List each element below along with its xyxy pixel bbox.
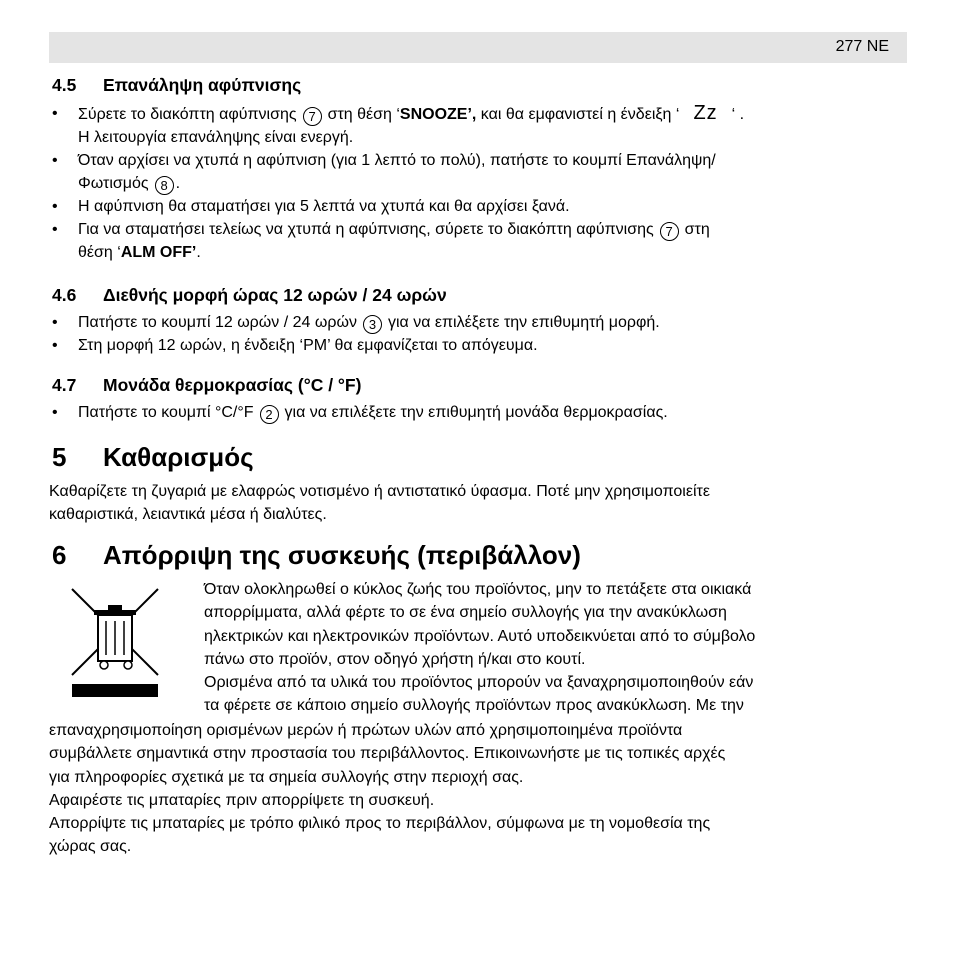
bullet-dot: • xyxy=(52,221,58,238)
list-item xyxy=(52,334,892,357)
ref-number-7: 7 xyxy=(660,222,679,241)
text: Πατήστε το κουμπί °C/°F xyxy=(78,404,254,421)
bullet-dot: • xyxy=(52,152,58,169)
list-item xyxy=(52,218,892,264)
crossed-bin-icon xyxy=(68,585,162,699)
text: Φωτισμός xyxy=(78,175,149,192)
bullet-dot: • xyxy=(52,314,58,331)
text: Όταν ολοκληρωθεί ο κύκλος ζωής του προϊόντος, μην το πετάξετε στα οικιακά xyxy=(204,581,752,598)
list-4-7 xyxy=(52,401,892,424)
bullet-dot: • xyxy=(52,404,58,421)
text: Σύρετε το διακόπτη αφύπνισης xyxy=(78,106,297,123)
text: για πληροφορίες σχετικά με τα σημεία συλλογής στην περιοχή σας. xyxy=(49,768,524,786)
text: συμβάλλετε σημαντικά στην προστασία του περιβάλλοντος. Επικοινωνήστε με τις τοπικές αρχές xyxy=(49,745,726,763)
text: Ορισμένα από τα υλικά του προϊόντος μπορούν να ξαναχρησιμοποιηθούν εάν xyxy=(204,674,754,692)
list-item xyxy=(52,311,892,334)
cleaning-paragraph xyxy=(49,480,889,526)
ref-number-2: 2 xyxy=(260,405,279,424)
heading-number: 6 xyxy=(52,540,67,570)
text: Όταν αρχίσει να χτυπά η αφύπνιση (για 1 λεπτό το πολύ), πατήστε το κουμπί Επανάληψη/ xyxy=(78,152,716,169)
bold-text: SNOOZE’, xyxy=(399,106,477,123)
text: πάνω στο προϊόν, στον οδηγό χρήστη ή/και στο κουτί. xyxy=(204,650,586,668)
list-item xyxy=(52,401,892,424)
snooze-indicator: Zz xyxy=(693,102,718,124)
text: Καθαρίζετε τη ζυγαριά με ελαφρώς νοτισμένο ή αντιστατικό ύφασμα. Ποτέ μην χρησιμοποιείτε xyxy=(49,483,710,500)
disposal-paragraph-wrapped xyxy=(204,578,904,718)
list-item xyxy=(52,102,892,149)
disposal-paragraph-full xyxy=(49,719,909,859)
heading-title: Διεθνής μορφή ώρας 12 ωρών / 24 ωρών xyxy=(103,285,447,305)
text: και θα εμφανιστεί η ένδειξη ‘ xyxy=(476,106,680,123)
text: στη θέση ‘ xyxy=(327,106,400,123)
text: για να επιλέξετε την επιθυμητή μορφή. xyxy=(387,314,660,331)
heading-4-6 xyxy=(52,285,447,306)
text: Απορρίψτε τις μπαταρίες με τρόπο φιλικό προς το περιβάλλον, σύμφωνα με τη νομοθεσία της xyxy=(49,815,711,833)
text: Η λειτουργία επανάληψης είναι ενεργή. xyxy=(78,129,354,146)
text: Πατήστε το κουμπί 12 ωρών / 24 ωρών xyxy=(78,314,357,331)
text: για να επιλέξετε την επιθυμητή μονάδα θερμοκρασίας. xyxy=(284,404,668,421)
ref-number-7: 7 xyxy=(303,107,322,126)
bullet-dot: • xyxy=(52,198,58,215)
text: τα φέρετε σε κάποιο σημείο συλλογής προϊόντων προς ανακύκλωση. Με την xyxy=(204,697,744,715)
text: επαναχρησιμοποίηση ορισμένων μερών ή πρώτων υλών από χρησιμοποιημένα προϊόντα xyxy=(49,722,683,739)
page-number: 277 NE xyxy=(835,38,889,55)
heading-4-7 xyxy=(52,375,361,396)
heading-title: Απόρριψη της συσκευής (περιβάλλον) xyxy=(103,540,581,570)
text: χώρας σας. xyxy=(49,838,132,856)
text: ‘ . xyxy=(731,106,745,123)
bold-text: ALM OFF’ xyxy=(120,244,197,261)
text: Αφαιρέστε τις μπαταρίες πριν απορρίψετε τη συσκευή. xyxy=(49,791,435,809)
bullet-dot: • xyxy=(52,105,58,122)
heading-6 xyxy=(52,540,581,571)
bullet-dot: • xyxy=(52,337,58,354)
text: . xyxy=(196,244,201,261)
heading-number: 4.7 xyxy=(52,375,77,395)
text: Η αφύπνιση θα σταματήσει για 5 λεπτά να χτυπά και θα αρχίσει ξανά. xyxy=(78,198,570,215)
list-4-5 xyxy=(52,102,892,264)
ref-number-3: 3 xyxy=(363,315,382,334)
heading-number: 5 xyxy=(52,442,67,472)
text: στη xyxy=(684,221,710,238)
text: ηλεκτρικών και ηλεκτρονικών προϊόντων. Αυτό υποδεικνύεται από το σύμβολο xyxy=(204,627,756,645)
text: . xyxy=(175,175,181,192)
heading-title: Καθαρισμός xyxy=(103,442,254,472)
list-item xyxy=(52,149,892,195)
heading-number: 4.6 xyxy=(52,285,77,305)
text: απορρίμματα, αλλά φέρτε το σε ένα σημείο συλλογής για την ανακύκλωση xyxy=(204,604,727,622)
ref-number-8: 8 xyxy=(155,176,174,195)
text: Στη μορφή 12 ωρών, η ένδειξη ‘PM’ θα εμφανίζεται το απόγευμα. xyxy=(78,337,538,354)
list-item xyxy=(52,195,892,218)
heading-number: 4.5 xyxy=(52,75,77,95)
heading-title: Επανάληψη αφύπνισης xyxy=(103,75,302,95)
page-header-bar xyxy=(49,32,907,63)
text: καθαριστικά, λειαντικά μέσα ή διαλύτες. xyxy=(49,506,327,523)
text: Για να σταματήσει τελείως να χτυπά η αφύπνισης, σύρετε το διακόπτη αφύπνισης xyxy=(78,221,654,238)
text: θέση ‘ xyxy=(78,244,121,261)
list-4-6 xyxy=(52,311,892,357)
heading-5 xyxy=(52,442,254,473)
heading-title: Μονάδα θερμοκρασίας (°C / °F) xyxy=(103,375,362,395)
heading-4-5 xyxy=(52,75,301,96)
